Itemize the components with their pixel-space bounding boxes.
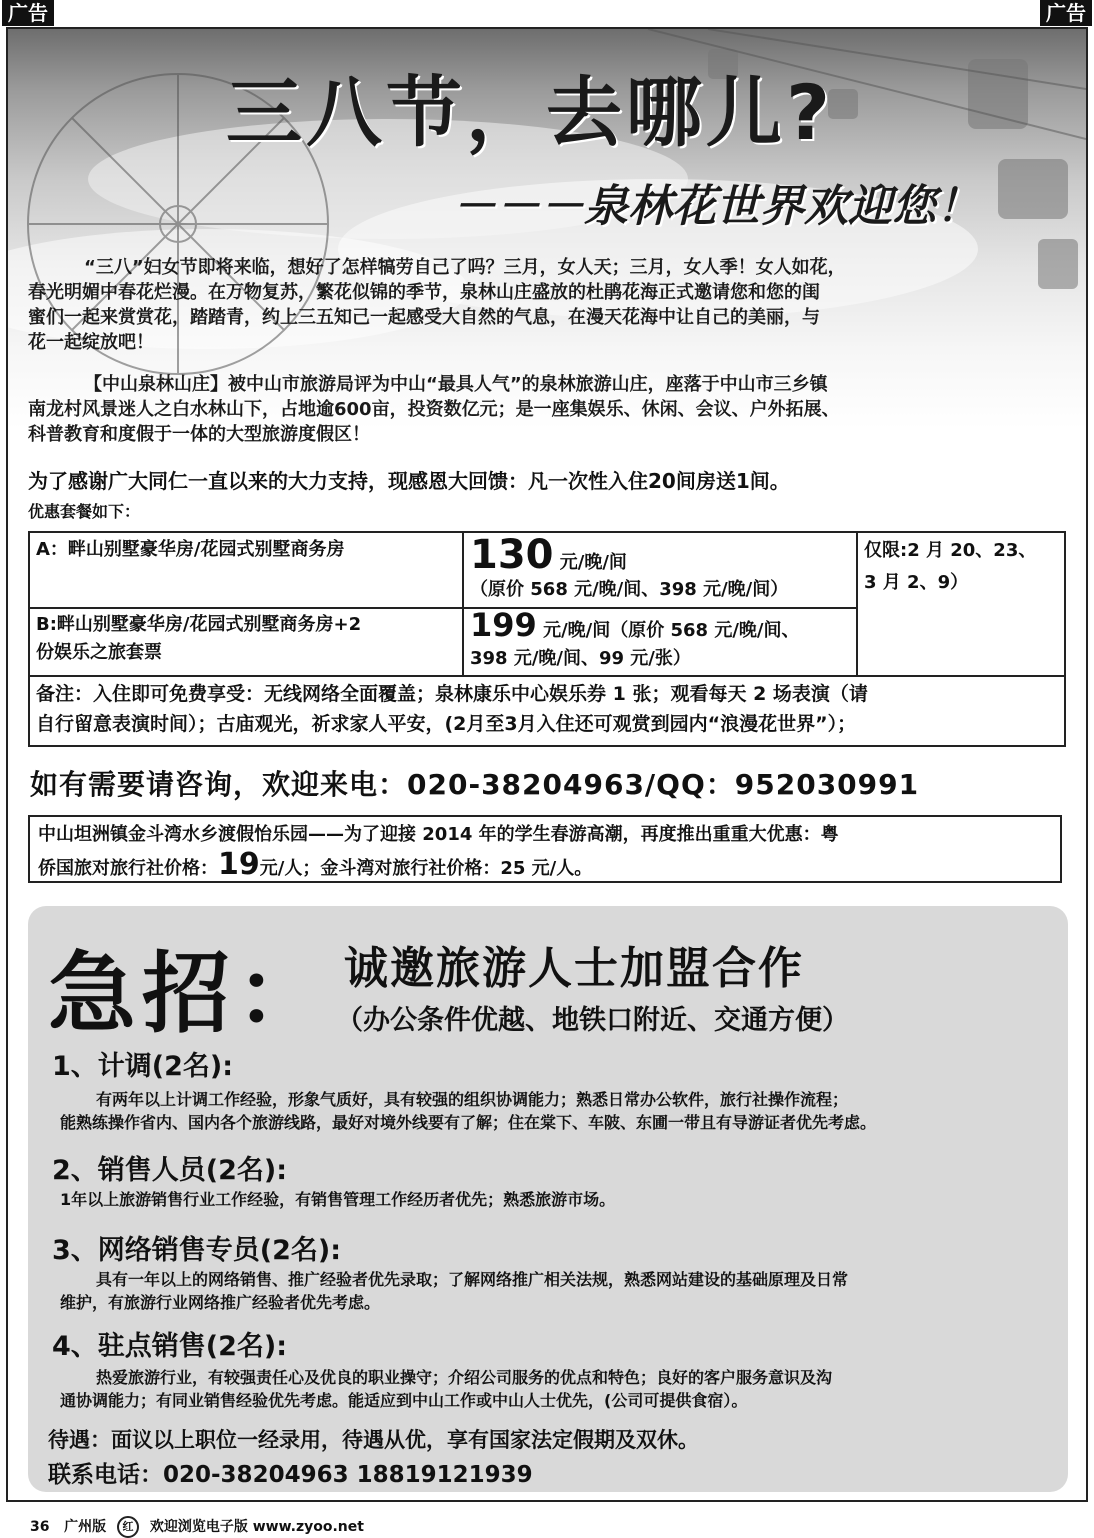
ad-tag-left: 广告	[2, 0, 54, 26]
offer-table	[28, 531, 1066, 747]
position-desc-3-line-2: 维护，有旅游行业网络推广经验者优先考虑。	[60, 1293, 381, 1312]
intro-paragraph	[28, 255, 1068, 355]
treatment-line: 待遇：面议以上职位一经录用，待遇从优，享有国家法定假期及双休。	[48, 1428, 699, 1452]
ad-tag-right: 广告	[1040, 0, 1092, 26]
offer-b-original: 398 元/晚/间、99 元/张）	[470, 648, 691, 669]
offer-b-name	[29, 608, 463, 676]
position-desc-1-line-1: 有两年以上计调工作经验，形象气质好，具有较强的组织协调能力；熟悉日常办公软件，旅行社操作流程；	[96, 1090, 849, 1109]
edition-label: 广州版	[64, 1519, 107, 1535]
offer-a-price-cell	[463, 532, 857, 608]
consult-line: 如有需要请咨询，欢迎来电：020-38204963/QQ：952030991	[30, 768, 920, 801]
resort-paragraph	[28, 372, 1068, 447]
brand-logo-icon: 红	[117, 1516, 139, 1538]
resort-line-3: 科普教育和度假于一体的大型旅游度假区！	[28, 424, 370, 445]
position-title-4: 4、驻点销售(2名):	[52, 1331, 288, 1362]
resort-line-2: 南龙村风景迷人之白水林山下，占地逾600亩，投资数亿元；是一座集娱乐、休闲、会议、户外拓展、	[28, 399, 840, 420]
offer-remark-line-1: 备注：入住即可免费享受：无线网络全面覆盖；泉林康乐中心娱乐券 1 张；观看每天 2 场表演（请	[36, 683, 868, 705]
position-desc-1-line-2: 能熟练操作省内、国内各个旅游线路，最好对境外线要有了解；住在棠下、车陂、东圃一带且有导游证者优先考虑。	[60, 1113, 877, 1132]
offer-a-name: A：畔山别墅豪华房/花园式别墅商务房	[29, 532, 463, 608]
offer-b-name-line-1: B:畔山别墅豪华房/花园式别墅商务房+2	[36, 614, 362, 635]
position-title-1: 1、计调(2名):	[52, 1051, 234, 1082]
promo-box	[28, 815, 1062, 883]
invite-heading: 诚邀旅游人士加盟合作	[344, 943, 804, 994]
contact-phone: 联系电话：020-38204963 18819121939	[48, 1462, 533, 1488]
position-desc-3	[60, 1268, 1060, 1314]
offer-b-unit: 元/晚/间（原价 568 元/晚/间、	[543, 620, 800, 641]
position-title-2: 2、销售人员(2名):	[52, 1155, 288, 1186]
offer-label: 优惠套餐如下：	[28, 502, 141, 521]
resort-line-1: 【中山泉林山庄】被中山市旅游局评为中山“最具人气”的泉林旅游山庄，座落于中山市三乡镇	[84, 374, 828, 395]
offer-a-original: （原价 568 元/晚/间、398 元/晚/间）	[470, 579, 789, 600]
intro-line-3: 蜜们一起来赏赏花，踏踏青，约上三五知己一起感受大自然的气息，在漫天花海中让自己的美丽，与	[28, 307, 820, 328]
position-desc-4	[60, 1366, 1060, 1412]
page-number: 36	[30, 1519, 50, 1535]
position-desc-1	[60, 1088, 1060, 1134]
intro-line-4: 花一起绽放吧！	[28, 332, 154, 353]
offer-dates-line-1: 仅限:2 月 20、23、	[864, 540, 1037, 561]
offer-b-name-line-2: 份娱乐之旅套票	[36, 642, 162, 663]
position-desc-2	[60, 1188, 1060, 1211]
position-desc-2-line-1: 1年以上旅游销售行业工作经验，有销售管理工作经历者优先；熟悉旅游市场。	[60, 1190, 616, 1209]
footer-url[interactable]: www.zyoo.net	[252, 1519, 364, 1535]
offer-a-price: 130	[470, 532, 554, 578]
invite-subheading: （办公条件优越、地铁口附近、交通方便）	[336, 1005, 849, 1036]
offer-b-price: 199	[470, 606, 537, 644]
intro-line-2: 春光明媚中春花烂漫。在万物复苏，繁花似锦的季节，泉林山庄盛放的杜鹃花海正式邀请您和您的闺	[28, 282, 820, 303]
offer-dates-line-2: 3 月 2、9）	[864, 572, 969, 593]
promo-line-1: 中山坦洲镇金斗湾水乡渡假怡乐园——为了迎接 2014 年的学生春游高潮，再度推出重重大优惠：粤	[38, 824, 839, 845]
footer-text: 欢迎浏览电子版	[149, 1519, 248, 1535]
promo-line-2: 侨国旅对旅行社价格：19元/人；金斗湾对旅行社价格：25 元/人。	[38, 847, 593, 882]
page-subtitle: －－－泉林花世界欢迎您！	[452, 181, 980, 232]
page-title: 三八节，去哪儿?	[226, 68, 835, 157]
promo-price: 19	[218, 847, 260, 882]
page-footer	[30, 1516, 364, 1538]
thanks-offer: 为了感谢广大同仁一直以来的大力支持，现感恩大回馈：凡一次性入住20间房送1间。	[28, 469, 790, 493]
intro-line-1: “三八”妇女节即将来临，想好了怎样犒劳自己了吗？三月，女人天；三月，女人季！女人如花，	[84, 257, 846, 278]
offer-a-unit: 元/晚/间	[559, 552, 627, 573]
position-desc-4-line-2: 通协调能力；有同业销售经验优先考虑。能适应到中山工作或中山人士优先，(公司可提供食宿）。	[60, 1391, 748, 1410]
offer-b-price-cell	[463, 608, 857, 676]
offer-dates	[857, 532, 1065, 676]
urgent-heading: 急招：	[48, 942, 331, 1045]
position-desc-3-line-1: 具有一年以上的网络销售、推广经验者优先录取；了解网络推广相关法规，熟悉网站建设的基础原理及日常	[96, 1270, 849, 1289]
position-desc-4-line-1: 热爱旅游行业，有较强责任心及优良的职业操守；介绍公司服务的优点和特色；良好的客户服务意识及沟	[96, 1368, 833, 1387]
position-title-3: 3、网络销售专员(2名):	[52, 1235, 342, 1266]
offer-remark-line-2: 自行留意表演时间）；古庙观光，祈求家人平安，(2月至3月入住还可观赏到园内“浪漫花世界”）；	[36, 713, 857, 735]
offer-remark	[29, 676, 1065, 746]
